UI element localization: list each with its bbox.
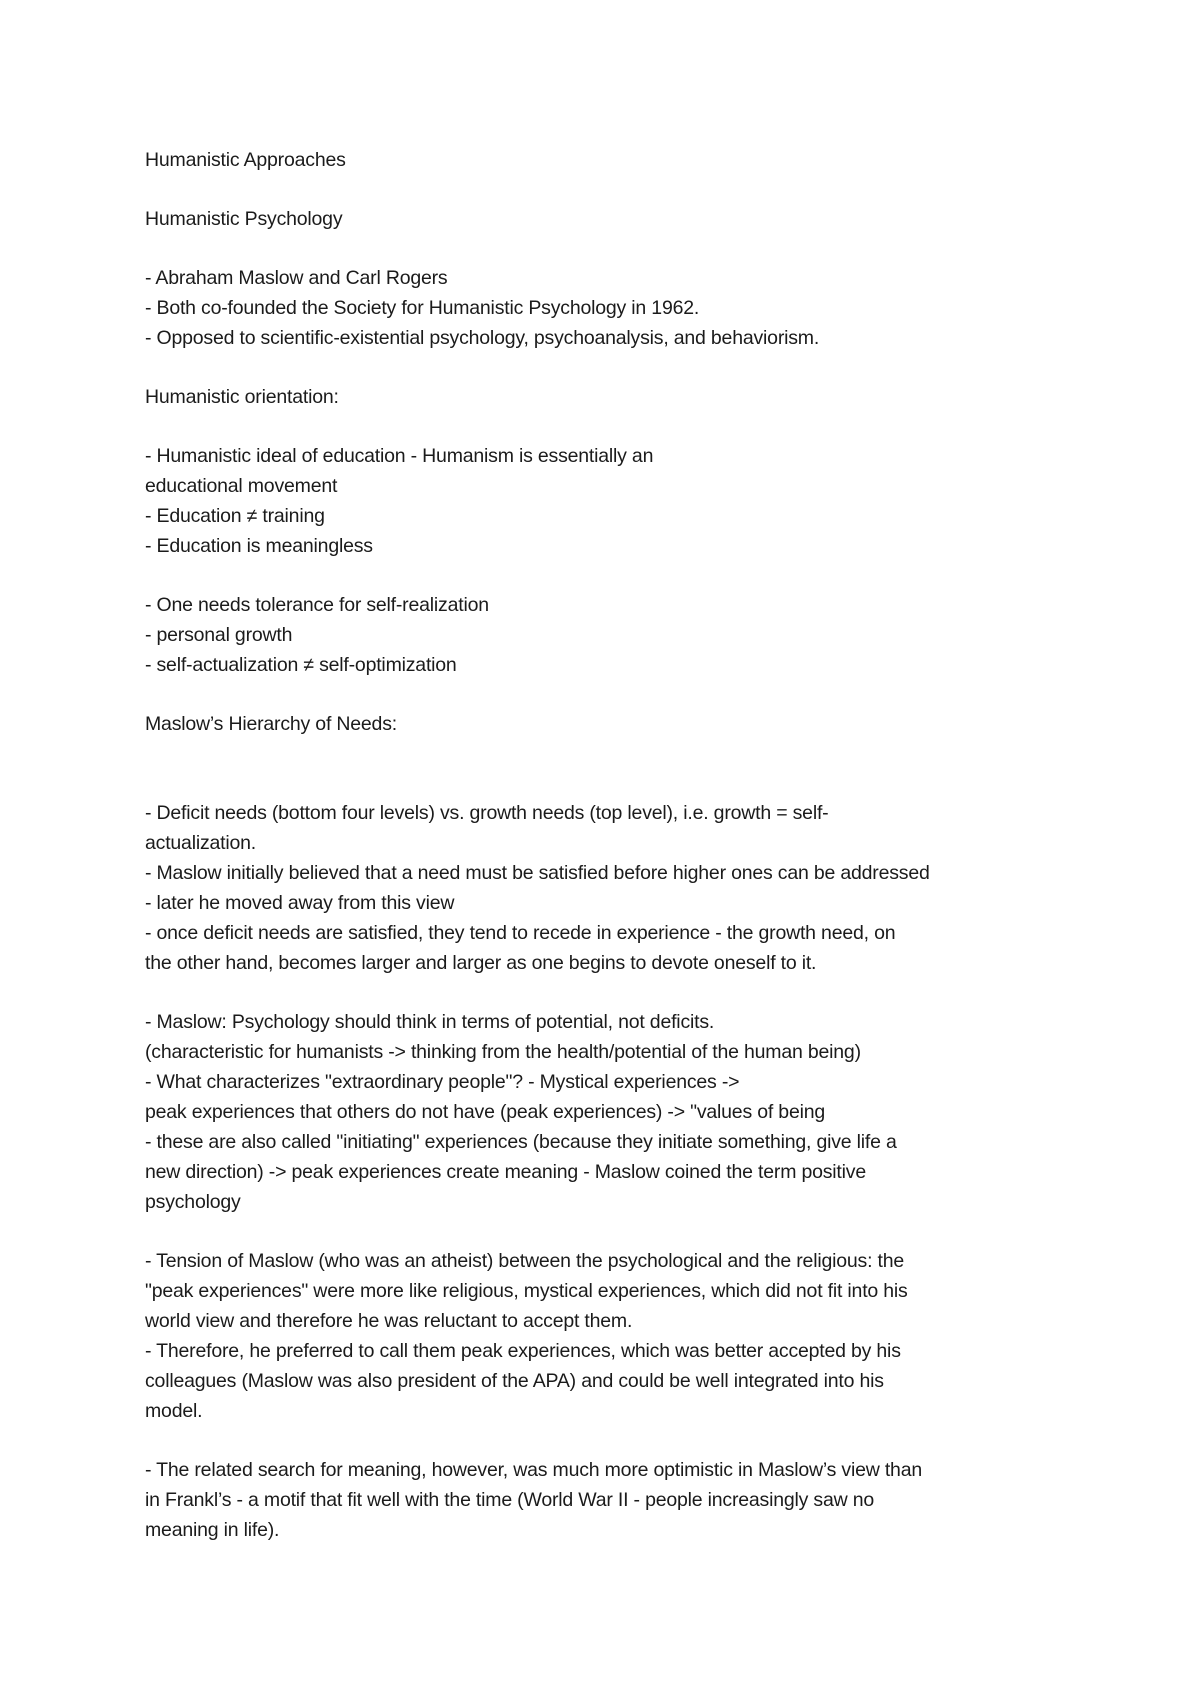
section-heading-hierarchy-of-needs: Maslow’s Hierarchy of Needs: [145, 713, 397, 735]
document-body [145, 145, 1085, 1545]
text-line: actualization. [145, 832, 257, 854]
text-line: colleagues (Maslow was also president of the APA) and could be well integrated into his [145, 1370, 884, 1392]
text-line: - Therefore, he preferred to call them peak experiences, which was better accepted by his [145, 1340, 901, 1362]
text-line: the other hand, becomes larger and larger as one begins to devote oneself to it. [145, 952, 817, 974]
text-line: peak experiences that others do not have (peak experiences) -> "values of being [145, 1101, 826, 1123]
text-line: model. [145, 1400, 203, 1422]
text-line: meaning in life). [145, 1519, 280, 1541]
text-line: psychology [145, 1191, 241, 1213]
text-line: - personal growth [145, 624, 293, 646]
text-line: - One needs tolerance for self-realization [145, 594, 489, 616]
text-line: "peak experiences" were more like religious, mystical experiences, which did not fit into his [145, 1280, 908, 1302]
text-line: - Abraham Maslow and Carl Rogers [145, 267, 448, 289]
text-line: educational movement [145, 475, 338, 497]
text-line: - What characterizes "extraordinary people"? - Mystical experiences -> [145, 1071, 740, 1093]
text-line: in Frankl’s - a motif that fit well with the time (World War II - people increasingly saw no [145, 1489, 875, 1511]
text-line: - Education ≠ training [145, 505, 325, 527]
section-heading-humanistic-psychology: Humanistic Psychology [145, 208, 343, 230]
text-line: (characteristic for humanists -> thinking from the health/potential of the human being) [145, 1041, 861, 1063]
text-line: - Humanistic ideal of education - Humanism is essentially an [145, 445, 654, 467]
text-line: - Maslow: Psychology should think in terms of potential, not deficits. [145, 1011, 715, 1033]
text-line: - Opposed to scientific-existential psychology, psychoanalysis, and behaviorism. [145, 327, 820, 349]
text-line: - these are also called "initiating" experiences (because they initiate something, give life a [145, 1131, 897, 1153]
text-line: - The related search for meaning, however, was much more optimistic in Maslow’s view than [145, 1459, 922, 1481]
text-line: - Both co-founded the Society for Humanistic Psychology in 1962. [145, 297, 700, 319]
text-line: - Maslow initially believed that a need must be satisfied before higher ones can be addressed [145, 862, 930, 884]
section-heading-humanistic-orientation: Humanistic orientation: [145, 386, 339, 408]
text-line: - self-actualization ≠ self-optimization [145, 654, 457, 676]
text-line: - Deficit needs (bottom four levels) vs. growth needs (top level), i.e. growth = self- [145, 802, 829, 824]
text-line: - once deficit needs are satisfied, they tend to recede in experience - the growth need, on [145, 922, 896, 944]
text-line: - Tension of Maslow (who was an atheist) between the psychological and the religious: the [145, 1250, 905, 1272]
text-line: - Education is meaningless [145, 535, 373, 557]
text-line: new direction) -> peak experiences create meaning - Maslow coined the term positive [145, 1161, 866, 1183]
document-title: Humanistic Approaches [145, 149, 346, 171]
text-line: - later he moved away from this view [145, 892, 455, 914]
text-line: world view and therefore he was reluctant to accept them. [145, 1310, 633, 1332]
